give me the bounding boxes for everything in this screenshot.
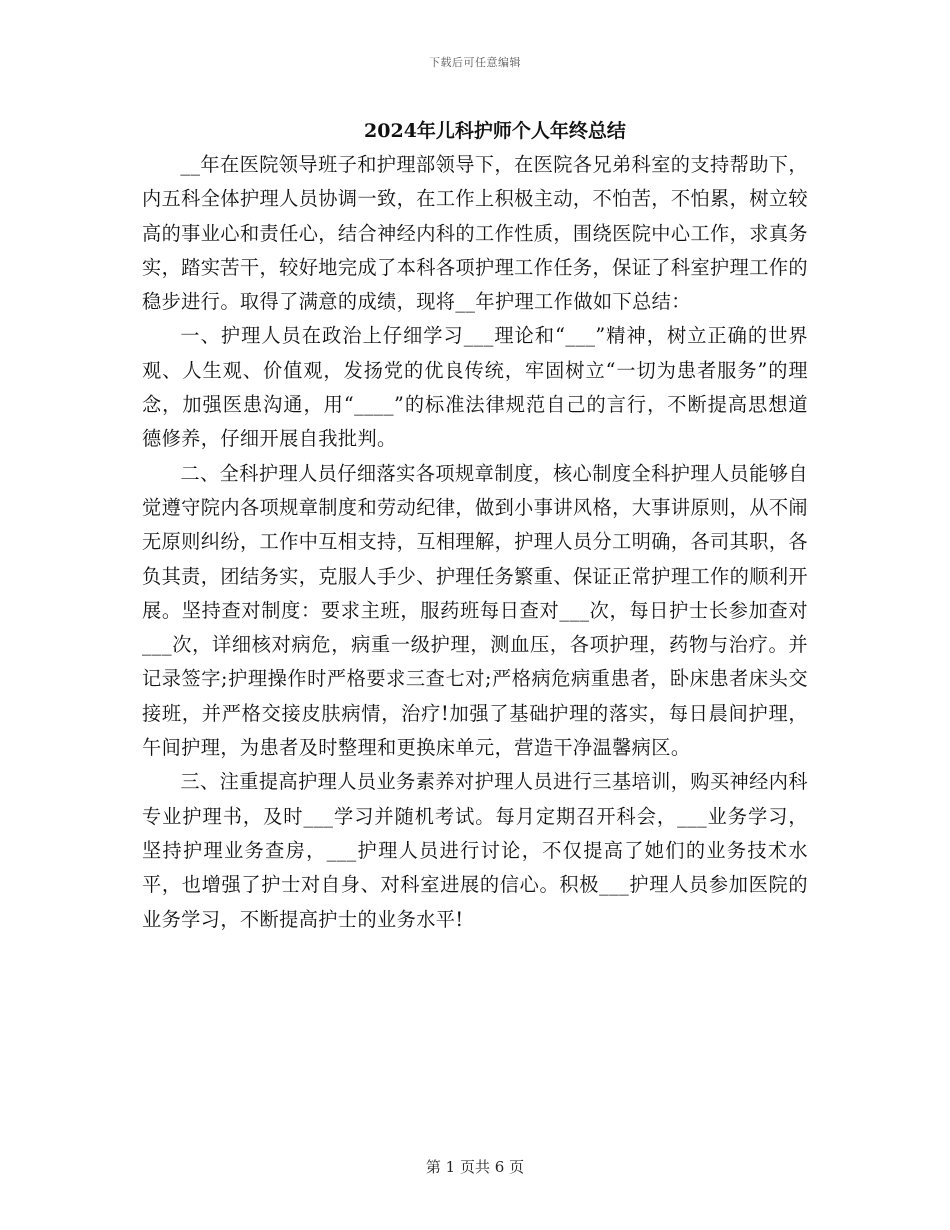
paragraph-intro: __年在医院领导班子和护理部领导下，在医院各兄弟科室的支持帮助下，内五科全体护理人员协调一致，在工作上积极主动，不怕苦，不怕累，树立较高的事业心和责任心，结合神经内科的工作性质，围绕医院中心工作，求真务实，踏实苦干，较好地完成了本科各项护理工作任务，保证了科室护理工作的稳步进行。取得了满意的成绩，现将__年护理工作做如下总结： xyxy=(142,153,808,314)
paragraph-section-2: 二、全科护理人员仔细落实各项规章制度，核心制度全科护理人员能够自觉遵守院内各项规章制度和劳动纪律，做到小事讲风格，大事讲原则，从不闹无原则纠纷，工作中互相支持，互相理解，护理人员分工明确，各司其职，各负其责，团结务实，克服人手少、护理任务繁重、保证正常护理工作的顺利开展。坚持查对制度：要求主班，服药班每日查对___次，每日护士长参加查对___次，详细核对病危，病重一级护理，测血压，各项护理，药物与治疗。并记录签字;护理操作时严格要求三查七对;严格病危病重患者，卧床患者床头交接班，并严格交接皮肤病情，治疗!加强了基础护理的落实，每日晨间护理，午间护理，为患者及时整理和更换床单元，营造干净温馨病区。 xyxy=(142,461,808,760)
document-title: 2024年儿科护师个人年终总结 xyxy=(364,120,626,142)
download-note: 下载后可任意编辑 xyxy=(429,56,521,69)
document-body xyxy=(142,148,808,937)
paragraph-section-3: 三、注重提高护理人员业务素养对护理人员进行三基培训，购买神经内科专业护理书，及时___学习并随机考试。每月定期召开科会，___业务学习，坚持护理业务查房，___护理人员进行讨论，不仅提高了她们的业务技术水平，也增强了护士对自身、对科室进展的信心。积极___护理人员参加医院的业务学习，不断提高护士的业务水平! xyxy=(142,770,808,931)
page-number: 第 1 页共 6 页 xyxy=(425,1158,525,1176)
paragraph-section-1: 一、护理人员在政治上仔细学习___理论和“___”精神，树立正确的世界观、人生观、价值观，发扬党的优良传统，牢固树立“一切为患者服务”的理念，加强医患沟通，用“____”的标准法律规范自己的言行，不断提高思想道德修养，仔细开展自我批判。 xyxy=(142,324,808,451)
